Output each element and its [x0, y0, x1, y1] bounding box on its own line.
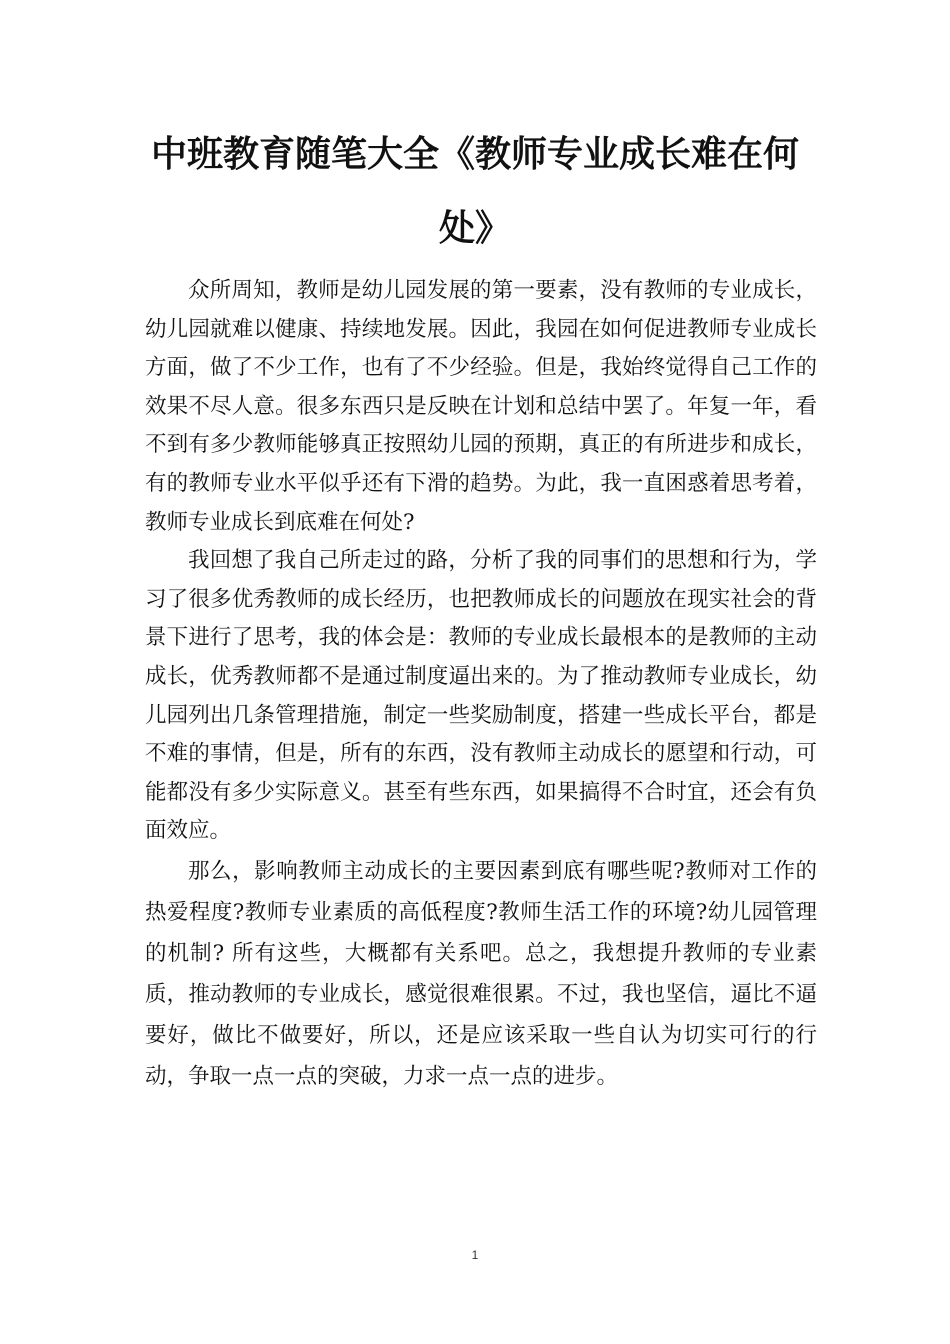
- paragraph-3: 那么，影响教师主动成长的主要因素到底有哪些呢?教师对工作的热爱程度?教师专业素质的高低程度?教师生活工作的环境?幼儿园管理的机制? 所有这些，大概都有关系吧。总之，我想提升教师的专业素质，推动教师的专业成长，感觉很难很累。不过，我也坚信，逼比不逼要好，做比不做要好，所以，还是应该采取一些自认为切实可行的行动，争取一点一点的突破，力求一点一点的进步。: [145, 858, 817, 1089]
- page-number: 1: [471, 1248, 479, 1262]
- paragraph-2: 我回想了我自己所走过的路，分析了我的同事们的思想和行为，学习了很多优秀教师的成长经历，也把教师成长的问题放在现实社会的背景下进行了思考，我的体会是：教师的专业成长最根本的是教师的主动成长，优秀教师都不是通过制度逼出来的。为了推动教师专业成长，幼儿园列出几条管理措施，制定一些奖励制度，搭建一些成长平台，都是不难的事情，但是，所有的东西，没有教师主动成长的愿望和行动，可能都没有多少实际意义。甚至有些东西，如果搞得不合时宜，还会有负面效应。: [145, 548, 817, 844]
- paragraph-1: 众所周知，教师是幼儿园发展的第一要素，没有教师的专业成长，幼儿园就难以健康、持续地发展。因此，我园在如何促进教师专业成长方面，做了不少工作，也有了不少经验。但是，我始终觉得自己工作的效果不尽人意。很多东西只是反映在计划和总结中罢了。年复一年，看不到有多少教师能够真正按照幼儿园的预期，真正的有所进步和成长，有的教师专业水平似乎还有下滑的趋势。为此，我一直困惑着思考着，教师专业成长到底难在何处?: [145, 278, 817, 535]
- page-title: 中班教育随笔大全《教师专业成长难在何处》: [150, 134, 799, 249]
- document-body: [145, 272, 817, 1097]
